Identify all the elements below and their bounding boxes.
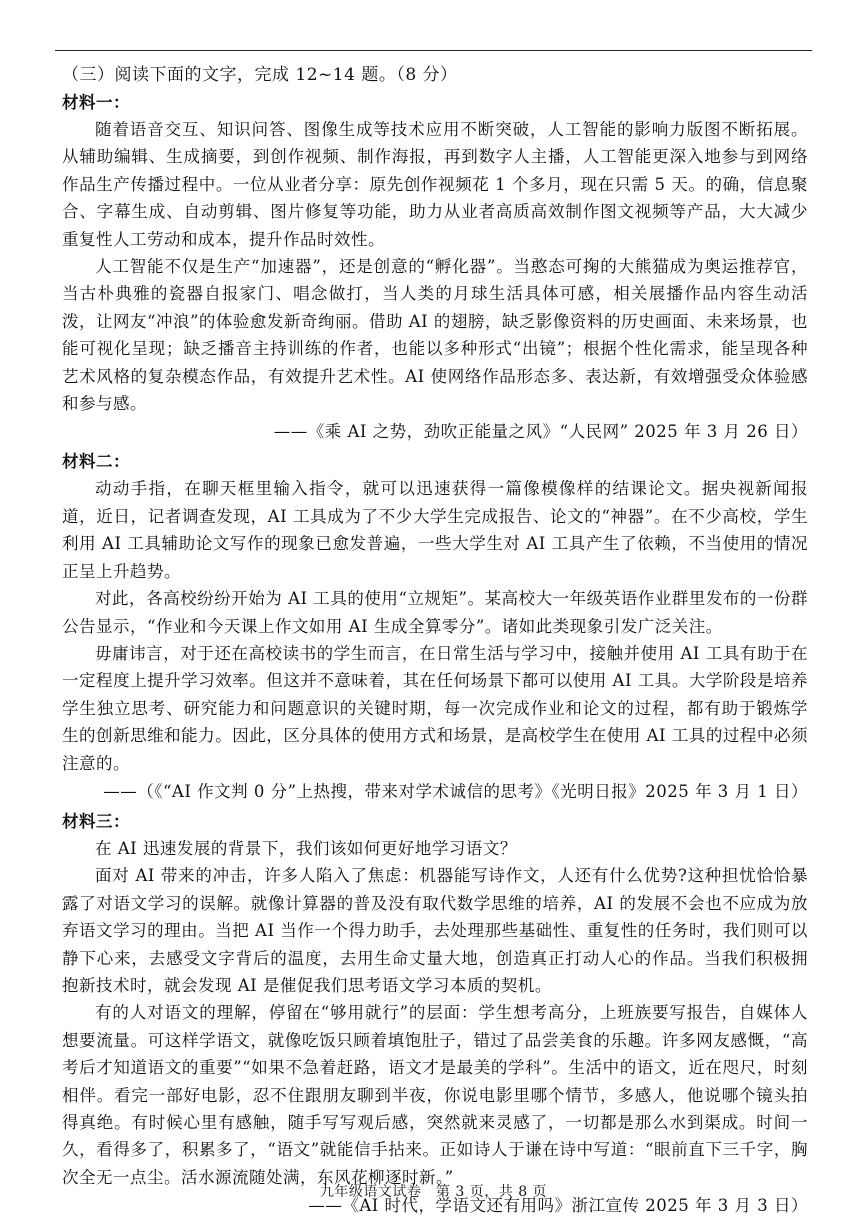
paragraph: 毋庸讳言，对于还在高校读书的学生而言，在日常生活与学习中，接触并使用 AI 工具有助于在一定程度上提升学习效率。但这并不意味着，其在任何场景下都可以使用 AI 工具。大学阶段是培养学生独立思考、研究能力和问题意识的关键时期，每一次完成作业和论文的过程，都有助于锻炼学生的创新思维和能力。因此，区分具体的使用方式和场景，是高校学生在使用 AI 工具的过程中必须注意的。 bbox=[62, 643, 808, 773]
material-one bbox=[62, 89, 808, 446]
material-three bbox=[62, 808, 808, 1220]
top-rule bbox=[55, 50, 812, 51]
paragraph: 有的人对语文的理解，停留在“够用就行”的层面：学生想考高分，上班族要写报告，自媒体人想要流量。可这样学语文，就像吃饭只顾着填饱肚子，错过了品尝美食的乐趣。许多网友感慨，“高考后才知道语文的重要”“如果不急着赶路，语文才是最美的学科”。生活中的语文，近在咫尺，时刻相伴。看完一部好电影，忍不住跟朋友聊到半夜，你说电影里哪个情节，多感人，他说哪个镜头拍得真绝。有时候心里有感触，随手写写观后感，突然就来灵感了，一切都是那么水到渠成。时间一久，看得多了，积累多了，“语文”就能信手拈来。正如诗人于谦在诗中写道：“眼前直下三千字，胸次全无一点尘。活水源流随处满，东风花柳逐时新。” bbox=[62, 1003, 808, 1187]
paragraph: 动动手指，在聊天框里输入指令，就可以迅速获得一篇像模像样的结课论文。据央视新闻报道，近日，记者调查发现，AI 工具成为了不少大学生完成报告、论文的“神器”。在不少高校，学生利用 AI 工具辅助论文写作的现象已愈发普遍，一些大学生对 AI 工具产生了依赖，不当使用的情况正呈上升趋势。 bbox=[62, 479, 808, 581]
page-footer: 九年级语文试卷 第 3 页，共 8 页 bbox=[319, 1184, 548, 1200]
reading-section bbox=[62, 62, 808, 1222]
material-label: 材料二： bbox=[62, 452, 130, 472]
paragraph: 面对 AI 带来的冲击，许多人陷入了焦虑：机器能写诗作文，人还有什么优势?这种担忧恰恰暴露了对语文学习的误解。就像计算器的普及没有取代数学思维的培养，AI 的发展不会也不应成为放弃语文学习的理由。当把 AI 当作一个得力助手，去处理那些基础性、重复性的任务时，我们则可以静下心来，去感受文字背后的温度，去用生命丈量大地，创造真正打动人心的作品。当我们积极拥抱新技术时，就会发现 AI 是催促我们思考语文学习本质的契机。 bbox=[62, 866, 808, 995]
section-title: （三）阅读下面的文字，完成 12~14 题。（8 分） bbox=[62, 65, 458, 85]
paragraph: 在 AI 迅速发展的背景下，我们该如何更好地学习语文？ bbox=[95, 838, 517, 858]
paragraph: 对此，各高校纷纷开始为 AI 工具的使用“立规矩”。某高校大一年级英语作业群里发布的一份群公告显示，“作业和今天课上作文如用 AI 生成全算零分”。诸如此类现象引发广泛关注。 bbox=[62, 589, 808, 636]
material-label: 材料一： bbox=[62, 93, 130, 112]
material-two bbox=[62, 448, 808, 805]
source-citation: ——《AI 时代，学语文还有用吗》浙江宣传 2025 年 3 月 3 日） bbox=[308, 1196, 808, 1216]
material-label: 材料三： bbox=[62, 811, 130, 831]
paragraph: 人工智能不仅是生产“加速器”，还是创意的“孵化器”。当憨态可掬的大熊猫成为奥运推荐官，当古朴典雅的瓷器自报家门、唱念做打，当人类的月球生活具体可感，相关展播作品内容生动活泼，让网友“冲浪”的体验愈发新奇绚丽。借助 AI 的翅膀，缺乏影像资料的历史画面、未来场景，也能可视化呈现；缺乏播音主持训练的作者，也能以多种形式“出镜”；根据个性化需求，能呈现各种艺术风格的复杂模态作品，有效提升艺术性。AI 使网络作品形态多、表达新，有效增强受众体验感和参与感。 bbox=[62, 257, 808, 414]
paragraph: 随着语音交互、知识问答、图像生成等技术应用不断突破，人工智能的影响力版图不断拓展。从辅助编辑、生成摘要，到创作视频、制作海报，再到数字人主播，人工智能更深入地参与到网络作品生产传播过程中。一位从业者分享：原先创作视频花 1 个多月，现在只需 5 天。的确，信息聚合、字幕生成、自动剪辑、图片修复等功能，助力从业者高质高效制作图文视频等产品，大大减少重复性人工劳动和成本，提升作品时效性。 bbox=[62, 120, 808, 249]
source-citation: ——《乘 AI 之势，劲吹正能量之风》“人民网” 2025 年 3 月 26 日） bbox=[273, 422, 808, 442]
source-citation: ——（《“AI 作文判 0 分”上热搜，带来对学术诚信的思考》《光明日报》2025 年 3 月 1 日） bbox=[103, 781, 808, 801]
